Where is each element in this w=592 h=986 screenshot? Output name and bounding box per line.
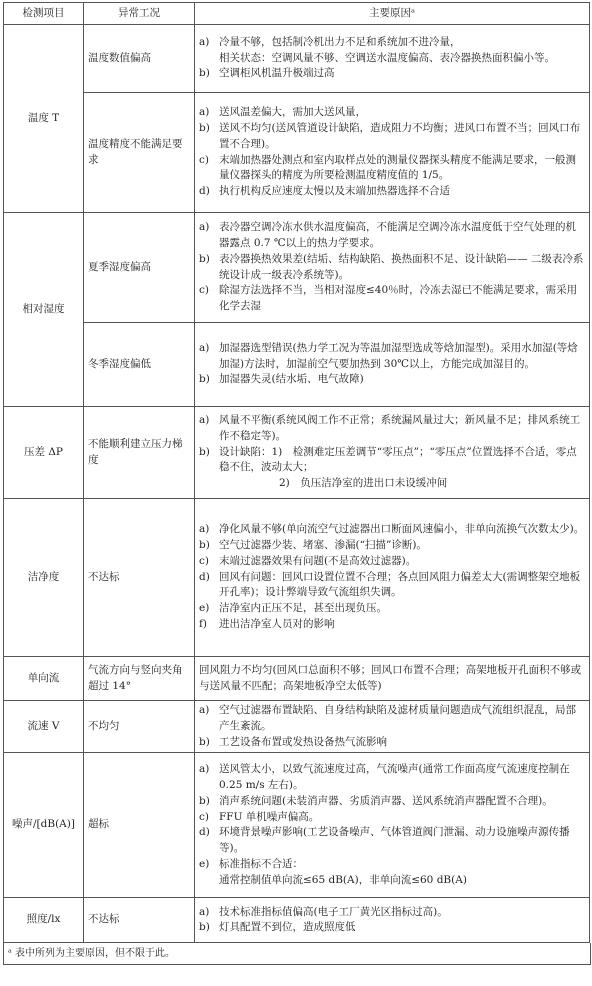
param-humidity: 相对湿度: [4, 213, 84, 407]
reasons-cell: a) 空气过滤器布置缺陷、自身结构缺陷及滤材质量问题造成气流组织混乱，局部产生紊流。 b) 工艺设备布置或发热设备热气流影响: [195, 701, 590, 753]
table-row: [4, 499, 590, 657]
table-row: [4, 701, 590, 753]
reasons-cell: 回风阻力不均匀(回风口总面积不够；回风口布置不合理；高架地板开孔面积不够或与送风量不匹配；高架地板净空太低等): [195, 657, 590, 701]
param-noise: 噪声/[dB(A)]: [4, 753, 84, 898]
condition-cell: 不均匀: [84, 701, 195, 753]
param-cleanliness: 洁净度: [4, 499, 84, 657]
reasons-cell: a) 表冷器空调冷冻水供水温度偏高，不能满足空调冷冻水温度低于空气处理的机器露点 0.7 ℃以上的热力学要求。 b) 表冷器换热效果差(结垢、结构缺陷、换热面积不足、设计缺陷—— 二级表冷系统设计成一级表冷系统等)。 c) 除湿方法选择不当，当相对湿度≤40％时，冷冻去湿已不能满足要求，需采用化学去湿: [195, 213, 590, 323]
table-row: [4, 213, 590, 323]
condition-cell: 冬季湿度偏低: [84, 323, 195, 407]
reasons-cell: a) 冷量不够，包括制冷机出力不足和系统加不进冷量， 相关状态：空调风量不够、空调送水温度偏高、表冷器换热面积偏小等。 b) 空调柜风机温升极端过高: [195, 25, 590, 93]
reasons-cell: a) 送风管太小，以致气流速度过高，气流噪声(通常工作面高度气流速度控制在 0.25 m/s 左右)。 b) 消声系统问题(未装消声器、劣质消声器、送风系统消声器配置不合理)。 c) FFU 单机噪声偏高。 d) 环境背景噪声影响(工艺设备噪声、气体管道阀门泄漏、动力设施噪声源传播等)。 e) 标准指标不合适： 通常控制值单向流≤65 dB(A)，非单向流≤60 dB(A): [195, 753, 590, 898]
reasons-cell: a) 加湿器选型错误(热力学工况为等温加湿型选成等焓加湿型)。采用水加湿(等焓加湿)方法时，加湿前空气要加热到 30℃以上，方能完成加湿目的。 b) 加湿器失灵(结水垢、电气故障): [195, 323, 590, 407]
param-unidirectional-flow: 单向流: [4, 657, 84, 701]
table-row: [4, 657, 590, 701]
table-footnote: ᵃ 表中所列为主要原因，但不限于此。: [3, 943, 591, 965]
table-row: [4, 407, 590, 499]
condition-cell: 温度数值偏高: [84, 25, 195, 93]
condition-cell: 夏季湿度偏高: [84, 213, 195, 323]
reasons-cell: a) 净化风量不够(单向流空气过滤器出口断面风速偏小，非单向流换气次数太少)。 b) 空气过滤器少装、堵塞、渗漏(“扫描”诊断)。 c) 末端过滤器效果有问题(不是高效过滤器)。 d) 回风有问题：回风口设置位置不合理；各点回风阻力偏差太大(需调整架空地板开孔率)；设计弊端导致气流组织失调。 e) 洁净室内正压不足，甚至出现负压。 f) 进出洁净室人员对的影响: [195, 499, 590, 657]
condition-cell: 气流方向与竖向夹角超过 14°: [84, 657, 195, 701]
param-temperature: 温度 T: [4, 25, 84, 213]
table-row: [4, 25, 590, 93]
header-condition: 异常工况: [84, 3, 195, 25]
table-row: [4, 93, 590, 213]
param-pressure: 压差 ΔP: [4, 407, 84, 499]
reasons-cell: a) 送风温差偏大，需加大送风量， b) 送风不均匀(送风管道设计缺陷，造成阻力不均衡；进风口布置不当；回风口布置不合理)。 c) 末端加热器处测点和室内取样点处的测量仪器探头精度不能满足要求，一般测量仪器探头的精度为所要检测温度精度值的 1/5。 d) 执行机构反应速度太慢以及末端加热器选择不合适: [195, 93, 590, 213]
condition-cell: 不达标: [84, 898, 195, 943]
param-velocity: 流速 V: [4, 701, 84, 753]
table-row: [4, 898, 590, 943]
reasons-cell: a) 风量不平衡(系统风阀工作不正常；系统漏风量过大；新风量不足；排风系统工作不稳定等)。 b) 设计缺陷：1) 检测难定压差调节“零压点”；“零压点”位置选择不合适，零点稳不住，波动太大； 2) 负压洁净室的进出口未设缓冲间: [195, 407, 590, 499]
reasons-cell: a) 技术标准指标值偏高(电子工厂黄光区指标过高)。 b) 灯具配置不到位，造成照度低: [195, 898, 590, 943]
table-row: [4, 753, 590, 898]
diagnosis-table: [3, 2, 590, 943]
header-reasons: 主要原因ᵃ: [195, 3, 590, 25]
param-illuminance: 照度/lx: [4, 898, 84, 943]
condition-cell: 不能顺利建立压力梯度: [84, 407, 195, 499]
condition-cell: 不达标: [84, 499, 195, 657]
table-row: [4, 323, 590, 407]
condition-cell: 超标: [84, 753, 195, 898]
condition-cell: 温度精度不能满足要求: [84, 93, 195, 213]
header-param: 检测项目: [4, 3, 84, 25]
header-row: [4, 3, 590, 25]
